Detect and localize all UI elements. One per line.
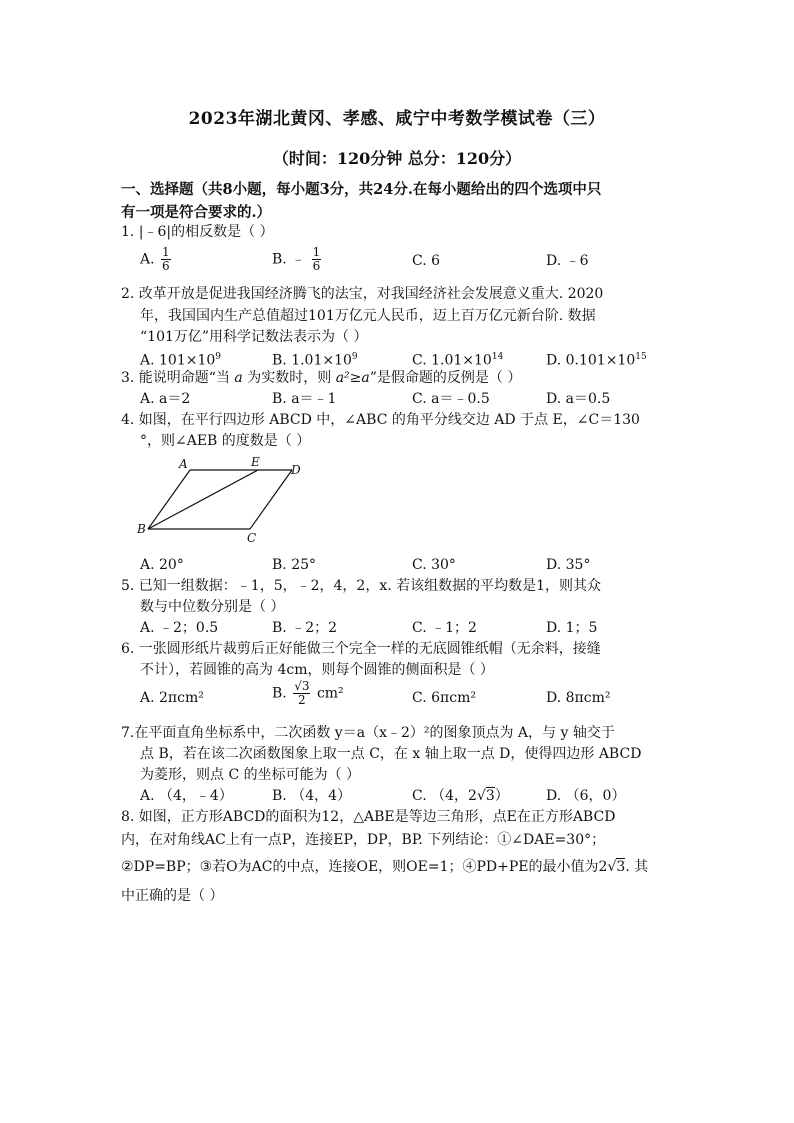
q1-option-b-fraction	[312, 246, 322, 273]
q8-line-3: ②DP=BP；③若O为AC的中点，连接OE，则OE=1；④PD+PE的最小值为2√3. 其	[121, 859, 649, 875]
q6-line-1: 6. 一张圆形纸片裁剪后正好能做三个完全一样的无底圆锥纸帽（无余料，接缝	[121, 641, 601, 657]
q7-line-1: 7.在平面直角坐标系中，二次函数 y＝a（x﹣2）²的图象顶点为 A，与 y 轴交于	[121, 725, 615, 741]
q8-line-3-pre: ②DP=BP；③若O为AC的中点，连接OE，则OE=1；④PD+PE的最小值为2	[121, 859, 608, 875]
q8-line-4: 中正确的是（ ）	[121, 888, 224, 904]
q2-option-c-base: C. 1.01×10	[412, 352, 492, 369]
q4-option-a: A. 20°	[140, 557, 184, 573]
q1-stem: 1. |﹣6|的相反数是（ ）	[121, 224, 274, 240]
q2-line-2: 年，我国国内生产总值超过101万亿元人民币，迈上百万亿元新台阶. 数据	[140, 308, 596, 324]
q6-option-a: A. 2πcm²	[140, 690, 204, 706]
q1-option-d: D. ﹣6	[546, 253, 589, 269]
q5-option-a: A. ﹣2；0.5	[140, 620, 219, 636]
q7-option-c-radicand: 3	[485, 788, 495, 804]
q1-option-a	[140, 246, 173, 273]
q3-stem-mid: 为实数时，则	[242, 370, 336, 386]
q6-option-d: D. 8πcm²	[546, 690, 611, 706]
q2-option-c-exponent: 14	[491, 352, 504, 362]
q6-option-b-label: B.	[272, 685, 287, 702]
q3-stem	[121, 368, 521, 388]
q2-option-b-exponent: 9	[351, 352, 358, 362]
q1-option-b-label: B. ﹣	[272, 251, 306, 268]
q4-label-a: A	[179, 457, 188, 471]
q2-option-a-base: A. 101×10	[140, 352, 216, 369]
q4-line-1: 4. 如图，在平行四边形 ABCD 中，∠ABC 的角平分线交边 AD 于点 E，∠C＝130	[121, 412, 640, 428]
q3-stem-pre: 3. 能说明命题“当	[121, 370, 235, 386]
q7-option-c-pre: C. （4，2	[412, 788, 477, 804]
q4-edge-cd	[250, 470, 292, 529]
q6-option-b	[272, 680, 344, 707]
q7-option-d: D. （6，0）	[546, 788, 626, 804]
q4-option-d: D. 35°	[546, 557, 591, 573]
q2-line-1: 2. 改革开放是促进我国经济腾飞的法宝，对我国经济社会发展意义重大. 2020	[121, 286, 604, 302]
q1-option-a-denominator: 6	[162, 259, 170, 273]
q5-line-2: 数与中位数分别是（ ）	[140, 599, 285, 615]
q7-line-3: 为菱形，则点 C 的坐标可能为（ ）	[140, 767, 361, 783]
q5-option-b: B. ﹣2；2	[272, 620, 338, 636]
q4-label-d: D	[291, 463, 301, 477]
q4-label-b: B	[137, 522, 146, 536]
q2-line-3: “101万亿”用科学记数法表示为（ ）	[140, 329, 368, 345]
q7-line-2: 点 B，若在该二次函数图象上取一点 C，在 x 轴上取一点 D，使得四边形 ABCD	[140, 746, 642, 762]
q3-option-a: A. a＝2	[140, 391, 191, 407]
q2-option-b-base: B. 1.01×10	[272, 352, 352, 369]
q2-option-a-exponent: 9	[215, 352, 222, 362]
q1-option-a-label: A.	[140, 251, 155, 268]
q7-option-a: A. （4，﹣4）	[140, 788, 233, 804]
q2-option-d-base: D. 0.101×10	[546, 352, 636, 369]
q5-option-d: D. 1；5	[546, 620, 598, 636]
q1-option-b-denominator: 6	[312, 259, 321, 273]
q7-option-c-post: ）	[494, 788, 509, 804]
q4-edge-ab	[148, 470, 190, 529]
q3-stem-var: a	[234, 370, 243, 386]
section-heading	[121, 178, 681, 224]
section-heading-line-1: 一、选择题（共8小题，每小题3分，共24分.在每小题给出的四个选项中只	[121, 181, 602, 198]
q7-option-c: C. （4，2√3）	[412, 788, 509, 804]
q4-parallelogram-figure	[134, 453, 314, 548]
q4-line-2: °，则∠AEB 的度数是（ ）	[140, 433, 311, 449]
q3-stem-expr: a²≥a	[335, 370, 370, 386]
q2-option-d-exponent: 15	[635, 352, 647, 362]
q8-line-3-post: . 其	[625, 859, 649, 875]
q2-option-d	[546, 347, 647, 371]
section-heading-line-2: 有一项是符合要求的.）	[121, 204, 272, 221]
q3-option-d: D. a＝0.5	[546, 391, 611, 407]
q5-line-1: 5. 已知一组数据：﹣1，5，﹣2，4，2，x. 若该组数据的平均数是1，则其众	[121, 578, 602, 594]
q6-line-2: 不计），若圆锥的高为 4cm，则每个圆锥的侧面积是（ ）	[140, 662, 494, 678]
q6-option-b-numerator: √3	[294, 679, 310, 693]
q3-option-b: B. a＝﹣1	[272, 391, 337, 407]
q5-option-c: C. ﹣1；2	[412, 620, 477, 636]
q4-label-c: C	[247, 531, 257, 545]
q1-option-a-fraction	[161, 246, 171, 273]
q3-stem-post: ”是假命题的反例是（ ）	[369, 370, 522, 386]
q4-segment-be	[148, 470, 258, 529]
q8-line-3-radicand: 3	[616, 859, 626, 875]
q6-option-b-denominator: 2	[298, 693, 306, 707]
page-subtitle: （时间：120分钟 总分：120分）	[272, 149, 522, 168]
q1-option-c: C. 6	[412, 253, 441, 269]
q6-option-b-unit: cm²	[316, 685, 344, 702]
q1-option-a-numerator: 1	[162, 245, 170, 259]
q8-line-1: 8. 如图，正方形ABCD的面积为12，△ABE是等边三角形，点E在正方形ABCD	[121, 809, 616, 825]
page-title: 2023年湖北黄冈、孝感、咸宁中考数学模试卷（三）	[188, 109, 606, 129]
q1-option-b	[272, 246, 323, 273]
q4-option-c: C. 30°	[412, 557, 456, 573]
q4-option-b: B. 25°	[272, 557, 317, 573]
q7-option-b: B. （4，4）	[272, 788, 352, 804]
q6-option-c: C. 6πcm²	[412, 690, 476, 706]
q4-label-e: E	[251, 455, 260, 469]
q8-line-2: 内，在对角线AC上有一点P，连接EP，DP，BP. 下列结论：①∠DAE=30°；	[121, 832, 606, 848]
q6-option-b-fraction	[293, 680, 310, 707]
q3-option-c: C. a＝﹣0.5	[412, 391, 490, 407]
q1-option-b-numerator: 1	[312, 245, 321, 259]
